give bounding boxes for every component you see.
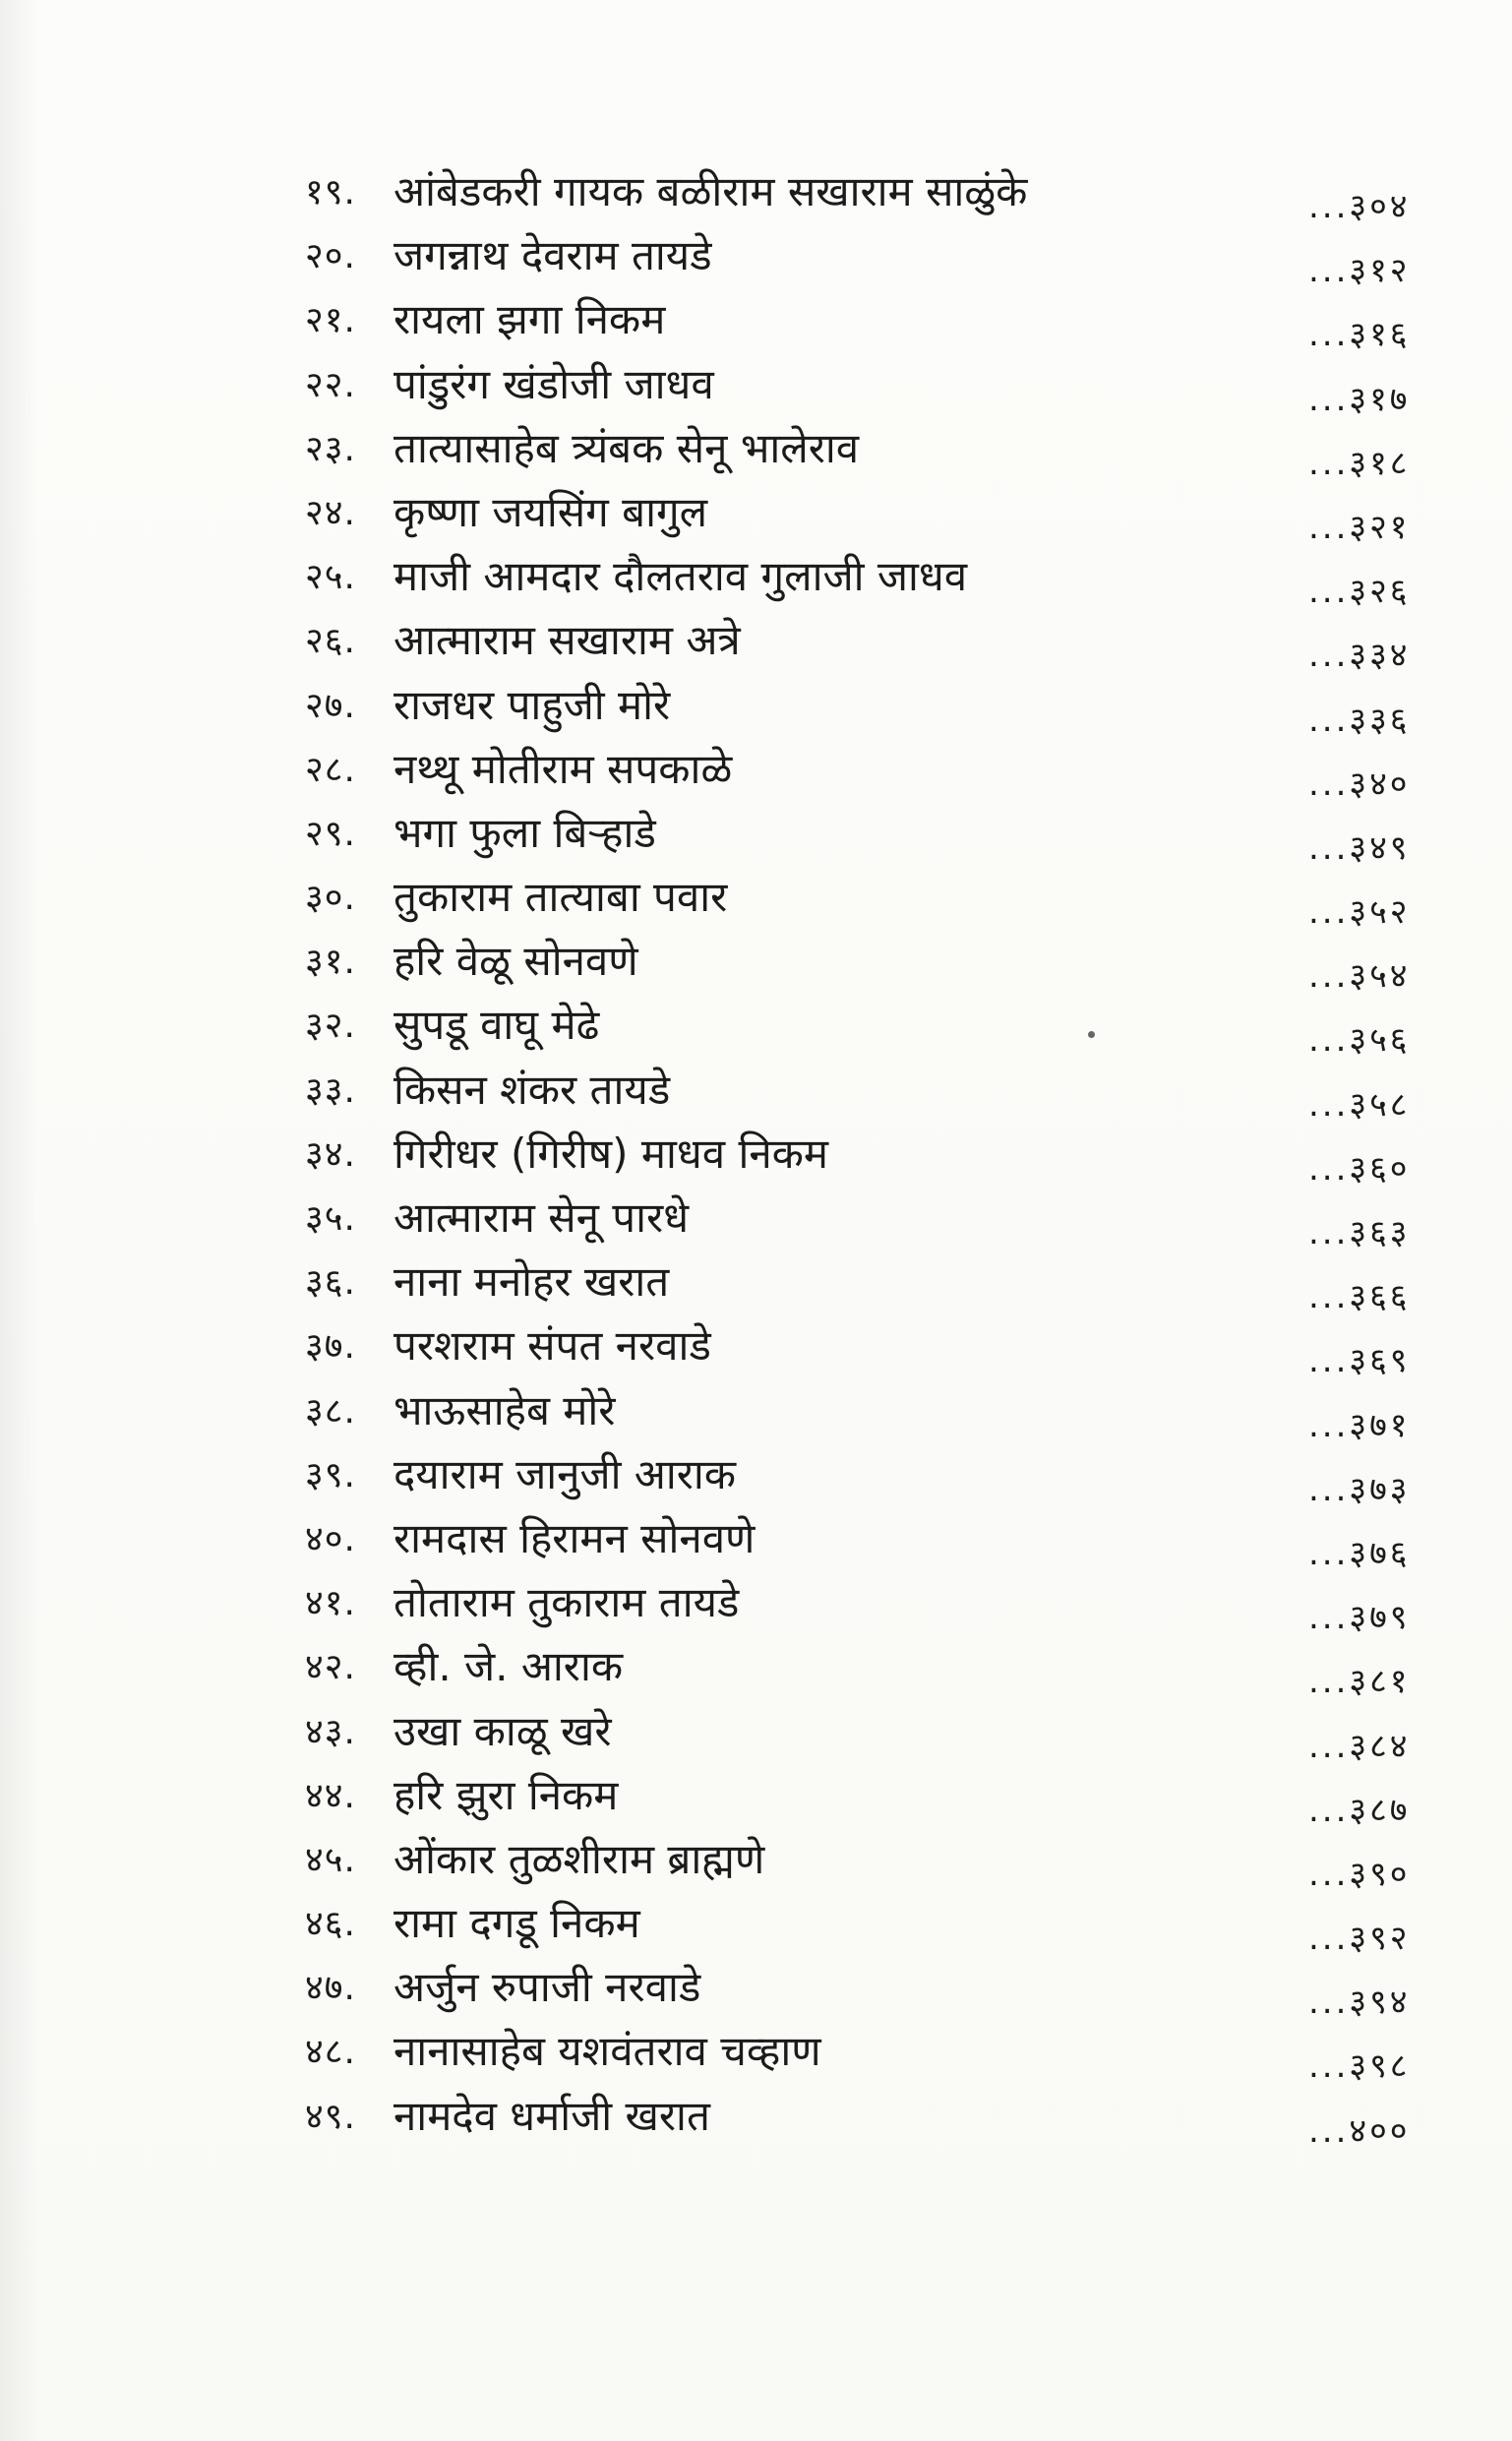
entry-number: ४८. [305,2032,356,2073]
entry-page-number: ...३९८ [1308,2046,1411,2087]
entry-title: नथ्थू मोतीराम सपकाळे [393,744,733,793]
entry-page-number: ...३३४ [1308,636,1411,676]
toc-entry [266,165,1476,229]
entry-number: २२. [305,364,356,405]
entry-number: ४६. [305,1904,356,1945]
toc-entry [266,358,1476,422]
entry-page-number: ...३८४ [1308,1726,1411,1766]
entry-page-number: ...३९० [1308,1854,1411,1894]
entry-number: ३३. [305,1069,356,1111]
toc-entry [266,1512,1476,1576]
entry-page-number: ...३१२ [1308,251,1411,291]
entry-number: ३०. [305,878,356,919]
entry-number: २३. [305,428,356,469]
entry-page-number: ...३३६ [1308,700,1411,740]
toc-entry [266,229,1476,293]
toc-entry [266,1319,1476,1383]
entry-number: ४०. [305,1518,356,1559]
toc-entry [266,935,1476,999]
entry-page-number: ...३१६ [1308,315,1411,355]
entry-page-number: ...३५४ [1308,956,1411,997]
entry-title: आत्माराम सेनू पारधे [393,1193,690,1242]
entry-number: ३६. [305,1262,356,1304]
entry-number: २९. [305,813,356,854]
entry-title: गिरीधर (गिरीष) माधव निकम [393,1129,829,1178]
entry-number: ४७. [305,1968,356,2009]
entry-title: उखा काळू खरे [393,1706,612,1755]
entry-page-number: ...३२६ [1308,572,1411,612]
toc-entry [266,1448,1476,1512]
entry-number: ४१. [305,1583,356,1624]
toc-entry [266,807,1476,871]
entry-title: माजी आमदार दौलतराव गुलाजी जाधव [393,552,968,601]
entry-number: ३५. [305,1198,356,1239]
entry-title: रायला झगा निकम [393,295,666,344]
entry-page-number: ...३५२ [1308,892,1411,933]
toc-entry [266,422,1476,486]
entry-number: २१. [305,300,356,341]
entry-number: १९. [305,172,356,213]
toc-entry [266,1897,1476,1961]
entry-page-number: ...३६९ [1308,1341,1411,1381]
entry-page-number: ...३०४ [1308,187,1411,226]
entry-page-number: ...३४० [1308,763,1411,804]
toc-entry [266,1191,1476,1255]
entry-title: अर्जुन रुपाजी नरवाडे [393,1963,701,2012]
entry-title: नानासाहेब यशवंतराव चव्हाण [393,2027,821,2076]
entry-title: राजधर पाहुजी मोरे [393,680,671,729]
toc-entry [266,2025,1476,2089]
entry-title: कृष्णा जयसिंग बागुल [393,487,708,536]
entry-number: ३९. [305,1454,356,1495]
entry-page-number: ...३८१ [1308,1662,1411,1702]
entry-title: रामदास हिरामन सोनवणे [393,1513,756,1562]
entry-page-number: ...३५८ [1308,1084,1411,1125]
toc-entry [266,679,1476,743]
toc-entry [266,1769,1476,1833]
entry-title: नाना मनोहर खरात [393,1257,670,1307]
toc-entry [266,1961,1476,2025]
entry-number: ४९. [305,2096,356,2137]
entry-number: ३८. [305,1390,356,1432]
entry-title: आंबेडकरी गायक बळीराम सखाराम साळुंके [393,167,1028,215]
entry-page-number: ...३६० [1308,1148,1411,1189]
entry-number: ४३. [305,1711,356,1752]
entry-number: २७. [305,685,356,726]
entry-number: २५. [305,557,356,598]
entry-page-number: ...३५६ [1308,1020,1411,1061]
entry-number: २४. [305,492,356,533]
entry-page-number: ...३७३ [1308,1469,1411,1509]
entry-page-number: ...३८७ [1308,1790,1411,1830]
entry-page-number: ...३६३ [1308,1213,1411,1252]
toc-entry [266,1255,1476,1319]
toc-entry [266,743,1476,807]
toc-entry [266,293,1476,357]
entry-page-number: ...३१८ [1308,443,1411,483]
entry-title: व्ही. जे. आराक [393,1642,624,1691]
entry-page-number: ...३७१ [1308,1405,1411,1445]
entry-page-number: ...३४९ [1308,827,1411,868]
entry-title: किसन शंकर तायडे [393,1065,671,1114]
entry-page-number: ...३९२ [1308,1919,1411,1959]
entry-number: ३१. [305,942,356,983]
entry-number: ३४. [305,1133,356,1175]
toc-entry [266,2090,1476,2154]
toc-entry [266,1576,1476,1640]
entry-title: तात्यासाहेब त्र्यंबक सेनू भालेराव [393,423,860,472]
toc-entry [266,1833,1476,1897]
entry-number: ३७. [305,1326,356,1368]
toc-entry [266,871,1476,935]
entry-number: २६. [305,621,356,662]
entry-number: ३२. [305,1006,356,1047]
entry-title: हरि झुरा निकम [393,1770,619,1819]
page-edge-shadow [0,0,39,2441]
toc-entry [266,614,1476,678]
entry-number: ४२. [305,1647,356,1688]
entry-page-number: ...४०० [1308,2110,1411,2151]
entry-page-number: ...३२१ [1308,507,1411,547]
entry-title: पांडुरंग खंडोजी जाधव [393,359,714,408]
entry-title: आत्माराम सखाराम अत्रे [393,616,741,665]
entry-number: २०. [305,236,356,277]
toc-entry [266,1705,1476,1769]
toc-entry [266,1640,1476,1704]
toc-entry [266,550,1476,614]
entry-title: सुपडू वाघू मेढे [393,1001,600,1050]
toc-entry [266,1384,1476,1448]
entry-title: दयाराम जानुजी आराक [393,1449,737,1498]
entry-page-number: ...३७६ [1308,1533,1411,1573]
entry-title: जगन्नाथ देवराम तायडे [393,231,712,280]
entry-number: २८. [305,749,356,790]
entry-number: ४५. [305,1839,356,1880]
entry-title: हरि वेळू सोनवणे [393,937,638,986]
entry-page-number: ...३६६ [1308,1277,1411,1317]
table-of-contents [266,165,1476,2154]
entry-title: नामदेव धर्माजी खरात [393,2091,710,2140]
entry-page-number: ...३१७ [1308,379,1411,419]
entry-title: रामा दगडू निकम [393,1899,640,1948]
entry-page-number: ...३९४ [1308,1983,1411,2023]
entry-title: तोताराम तुकाराम तायडे [393,1578,740,1627]
entry-title: तुकाराम तात्याबा पवार [393,873,728,922]
toc-entry [266,1064,1476,1128]
toc-entry [266,486,1476,550]
entry-title: भाऊसाहेब मोरे [393,1385,616,1434]
entry-title: ओंकार तुळशीराम ब्राह्मणे [393,1834,765,1883]
entry-page-number: ...३७९ [1308,1598,1411,1638]
entry-title: परशराम संपत नरवाडे [393,1321,711,1371]
toc-entry [266,1128,1476,1191]
toc-entry [266,999,1476,1063]
entry-title: भगा फुला बिऱ्हाडे [393,808,656,857]
entry-number: ४४. [305,1775,356,1816]
